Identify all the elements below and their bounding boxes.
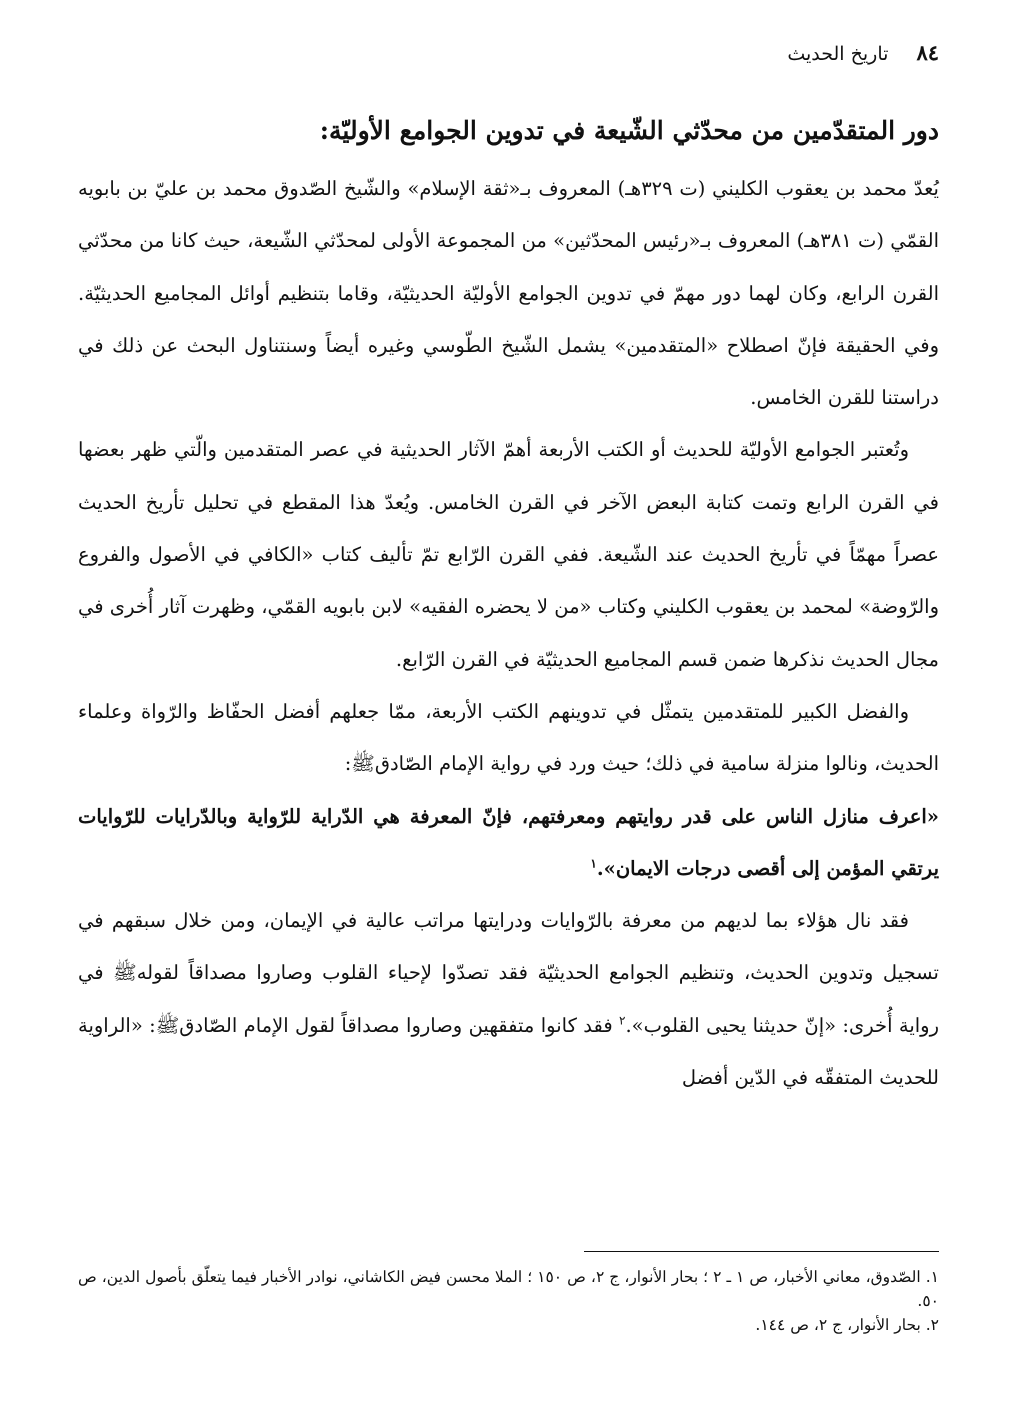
footnote-reference: ١ (590, 856, 597, 871)
running-header (787, 40, 939, 65)
paragraph-text: فقد نال هؤلاء بما لديهم من معرفة بالرّوايات ودرايتها مراتب عالية في الإيمان، ومن خلال سبقهم في تسجيل وتدوين الحديث، وتنظيم الجوامع الحديثيّة فقد تصدّوا لإحياء القلوب وصاروا مصداقاً لقولهﷺ في رواية أُخرى: «إنّ حديثنا يحيى القلوب». (78, 909, 939, 1037)
footnote-divider (584, 1251, 939, 1252)
footnote: ١. الصّدوق، معاني الأخبار، ص ١ ـ ٢ ؛ بحار الأنوار، ج ٢، ص ١٥٠ ؛ الملا محسن فيض الكاشاني، نوادر الأخبار فيما يتعلّق بأصول الدين، ص ٥٠. (78, 1268, 939, 1310)
quote-text: «اعرف منازل الناس على قدر روايتهم ومعرفتهم، فإنّ المعرفة هي الدّراية للرّواية وبالدّرايات للرّوايات يرتقي المؤمن إلى أقصى درجات الايمان». (78, 804, 939, 880)
quoted-narration (78, 791, 939, 896)
footnote: ٢. بحار الأنوار، ج ٢، ص ١٤٤. (755, 1316, 939, 1334)
paragraph (78, 895, 939, 1104)
page-number: ٨٤ (916, 40, 939, 65)
paragraph: والفضل الكبير للمتقدمين يتمثّل في تدوينهم الكتب الأربعة، ممّا جعلهم أفضل الحفّاظ والرّواة وعلماء الحديث، ونالوا منزلة سامية في ذلك؛ حيث ورد في رواية الإمام الصّادقﷺ: (78, 699, 939, 776)
paragraph-tail: فقد كانوا متفقهين وصاروا مصداقاً لقول الإمام الصّادقﷺ: «الراوية للحديث المتفقّه في الدّين أفضل (78, 1013, 939, 1090)
paragraph: وتُعتبر الجوامع الأوليّة للحديث أو الكتب الأربعة أهمّ الآثار الحديثية في عصر المتقدمين والّتي ظهر بعضها في القرن الرابع وتمت كتابة البعض الآخر في القرن الخامس. ويُعدّ هذا المقطع في تحليل تأريخ الحديث عصراً مهمّاً في تأريخ الحديث عند الشّيعة. ففي القرن الرّابع تمّ تأليف كتاب «الكافي في الأصول والفروع والرّوضة» لمحمد بن يعقوب الكليني وكتاب «من لا يحضره الفقيه» لابن بابويه القمّي، وظهرت آثار أُخرى في مجال الحديث نذكرها ضمن قسم المجاميع الحديثيّة في القرن الرّابع. (78, 438, 939, 671)
section-heading: دور المتقدّمين من محدّثي الشّيعة في تدوين الجوامع الأوليّة: (319, 116, 939, 145)
body-text (78, 163, 939, 1104)
footnote-reference: ٢ (619, 1013, 626, 1028)
footnotes (78, 1265, 939, 1337)
running-title: تاريخ الحديث (787, 43, 889, 65)
paragraph: يُعدّ محمد بن يعقوب الكليني (ت ٣٢٩هـ) المعروف بـ«ثقة الإسلام» والشّيخ الصّدوق محمد بن عليّ بن بابويه القمّي (ت ٣٨١هـ) المعروف بـ«رئيس المحدّثين» من المجموعة الأولى لمحدّثي الشّيعة، حيث كانا من محدّثي القرن الرابع، وكان لهما دور مهمّ في تدوين الجوامع الأوليّة الحديثيّة، وقاما بتنظيم أوائل المجاميع الحديثيّة. وفي الحقيقة فإنّ اصطلاح «المتقدمين» يشمل الشّيخ الطّوسي وغيره أيضاً وسنتناول البحث عن ذلك في دراستنا للقرن الخامس. (78, 177, 939, 410)
